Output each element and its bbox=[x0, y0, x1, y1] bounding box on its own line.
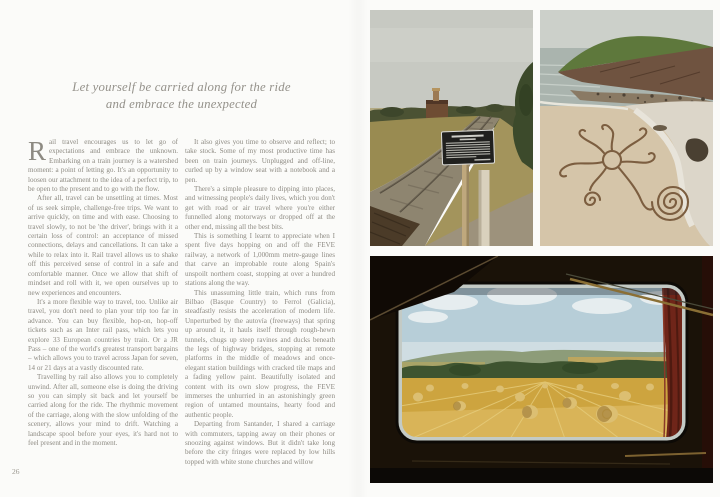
beach-photo-illustration bbox=[540, 10, 713, 246]
paragraph bbox=[28, 138, 178, 194]
heading-line-2: and embrace the unexpected bbox=[105, 97, 258, 111]
photo-train-window bbox=[370, 256, 713, 483]
text-column-right bbox=[185, 138, 335, 467]
drop-cap: R bbox=[28, 136, 47, 166]
article-heading bbox=[28, 79, 335, 113]
paragraph: Departing from Santander, I shared a carriage with commuters, tapping away on their phones or snoozing against windows. But it didn't take long before the city fringes were replaced by low hills topped with white stone churches and willow bbox=[185, 420, 335, 466]
text-column-left bbox=[28, 138, 178, 467]
railway-photo-illustration bbox=[370, 10, 533, 246]
paragraph-text: ail travel encourages us to let go of expectations and embrace the unknown. Embarking on a train journey is a watershed moment: a point of letting go. It's an opportunity to loosen our attachment to the idea of a perfect trip, to be open to the present and to go with the flow. bbox=[28, 138, 178, 194]
photo-beach-sand-art bbox=[540, 10, 713, 246]
paragraph: There's a simple pleasure to dipping into places, and witnessing people's daily lives, which you don't get with road or air travel where you're either funnelled along motorways or dropped off at the other end, missing all the best bits. bbox=[185, 185, 335, 231]
paragraph: This is something I learnt to appreciate when I spent five days hopping on and off the FEVE railway, a network of 1,000mm metre-gauge lines that carve an improbable route along Spain's unspoilt northern coast, stopping at over a hundred stations along the way. bbox=[185, 232, 335, 288]
photo-railway-track bbox=[370, 10, 533, 246]
page-number: 26 bbox=[12, 467, 20, 476]
paragraph: It's a more flexible way to travel, too. Unlike air travel, you don't need to plan your trip too far in advance. You can buy flexible, hop-on, hop-off tickets such as an Inter rail pass, which lets you explore 33 European countries by train. Or a JR Pass – one of the world's greatest transport bargains – which allows you to travel across Japan for seven, 14 or 21 days at a vastly discounted rate. bbox=[28, 297, 178, 372]
heading-line-1: Let yourself be carried along for the ride bbox=[72, 80, 291, 94]
article-body bbox=[28, 138, 335, 467]
window-view bbox=[400, 285, 684, 439]
paragraph: Travelling by rail also allows you to completely unwind. After all, someone else is doing the driving so you can simply sit back and let yourself be carried along for the ride. The rhythmic movement of the carriage, along with the slow unfolding of the scenery, allows your mind to drift. Watching a landscape spool before your eyes, it's hard not to feel present and in the moment. bbox=[28, 373, 178, 447]
railway-notice-sign bbox=[441, 130, 494, 165]
spine-shadow bbox=[348, 0, 368, 497]
paragraph: This unassuming little train, which runs from Bilbao (Basque Country) to Ferrol (Galicia), steadfastly resists the acceleration of modern life. Unperturbed by the autovía (freeways) that spring up around it, it hauls itself through rough-hewn tunnels, chugs up steep ravines and ducks beneath the legs of highway bridges, stopping at remote platforms in the middle of meadows and once-elegant station buildings with cracked tile maps and a fading yellow paint. Beautifully isolated and content with its own slow progress, the FEVE immerses the unhurried in an astonishingly green region of untamed mountains, hearty food and authentic people. bbox=[185, 288, 335, 419]
paragraph: It also gives you time to observe and reflect; to take stock. Some of my most productive time has been on train journeys. Unplugged and off-line, curled up by a window seat with a notebook and a pen. bbox=[185, 138, 335, 184]
paragraph: After all, travel can be unsettling at times. Most of us seek simple, challenge-free trips. We want to arrive quickly, on time and with ease. Choosing to travel slowly, to not be 'the driver', brings with it a certain loss of control: an acceptance of missed connections, delays and cancellations. It can take a while to relax into it. Rail travel allows us to shake off this perceived sense of control in a safe and comfortable manner. Once we allow that shift of mindset and roll with it, we open ourselves up to new experiences and encounters. bbox=[28, 194, 178, 297]
train-window-illustration bbox=[370, 256, 713, 483]
